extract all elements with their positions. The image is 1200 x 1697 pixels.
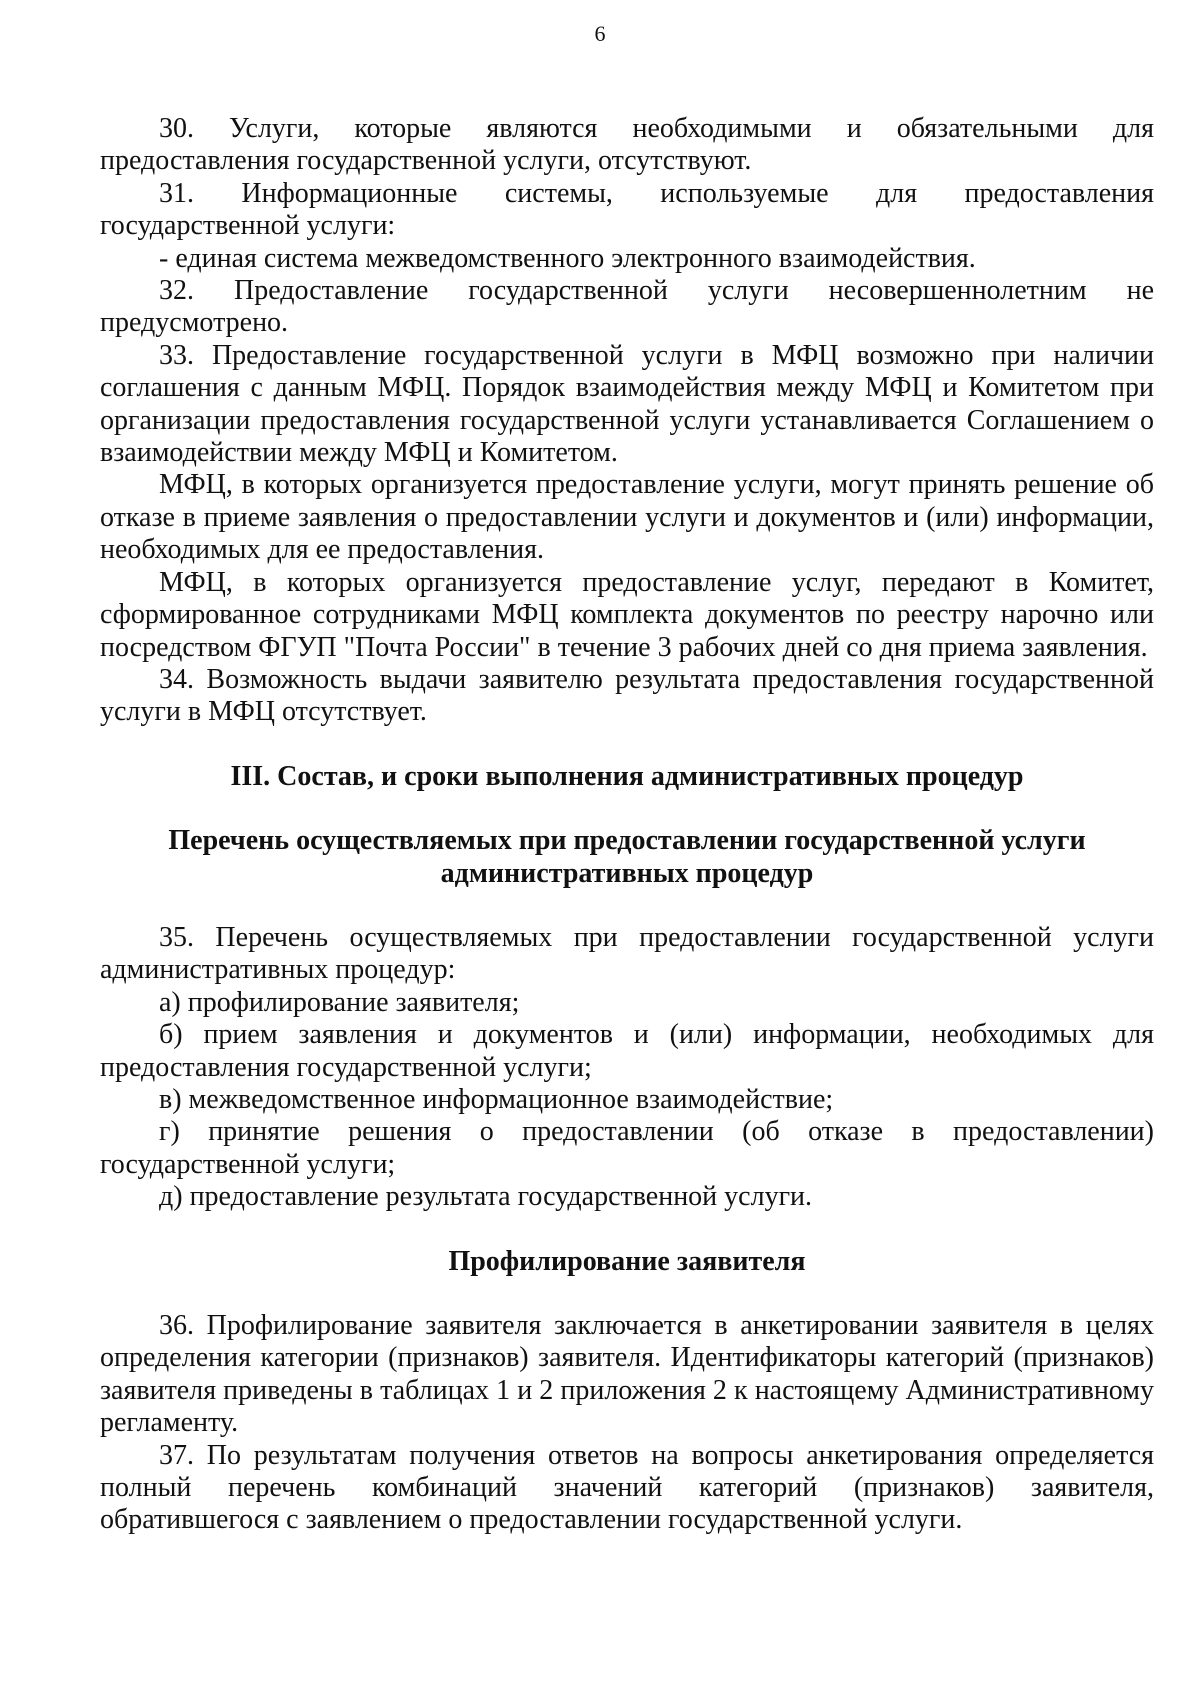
paragraph-31: 31. Информационные системы, используемые для предоставления государственной услуги: [100, 177, 1154, 242]
list-item-d: д) предоставление результата государственной услуги. [159, 1181, 813, 1213]
paragraph-mfc-refusal: МФЦ, в которых организуется предоставление услуги, могут принять решение об отказе в приеме заявления о предоставлении услуги и документов и (или) информации, необходимых для ее предоставления. [100, 469, 1154, 566]
page-number: 6 [594, 21, 606, 46]
document-body [100, 113, 1154, 1537]
paragraph-33: 33. Предоставление государственной услуги в МФЦ возможно при наличии соглашения с данным МФЦ. Порядок взаимодействия между МФЦ и Комитетом при организации предоставления государственной услуги устанавливается Соглашением о взаимодействии между МФЦ и Комитетом. [100, 339, 1154, 469]
paragraph-mfc-transfer: МФЦ, в которых организуется предоставление услуг, передают в Комитет, сформированное сотрудниками МФЦ комплекта документов по реестру нарочно или посредством ФГУП "Почта России" в течение 3 рабочих дней со дня приема заявления. [100, 566, 1154, 663]
list-item-b: б) прием заявления и документов и (или) информации, необходимых для предоставления государственной услуги; [100, 1019, 1154, 1083]
paragraph-32: 32. Предоставление государственной услуги несовершеннолетним не предусмотрено. [100, 275, 1154, 339]
paragraph-37: 37. По результатам получения ответов на вопросы анкетирования определяется полный перечень комбинаций значений категорий (признаков) заявителя, обратившегося с заявлением о предоставлении государственной услуги. [100, 1439, 1154, 1536]
section-heading: III. Состав, и сроки выполнения административных процедур [230, 760, 1024, 792]
list-item-g: г) принятие решения о предоставлении (об отказе в предоставлении) государственной услуги; [100, 1116, 1154, 1180]
paragraph-31-item: - единая система межведомственного электронного взаимодействия. [159, 242, 976, 274]
paragraph-34: 34. Возможность выдачи заявителю результата предоставления государственной услуги в МФЦ отсутствует. [100, 663, 1154, 728]
list-item-a: а) профилирование заявителя; [159, 986, 520, 1018]
list-item-v: в) межведомственное информационное взаимодействие; [159, 1083, 834, 1115]
paragraph-36: 36. Профилирование заявителя заключается в анкетировании заявителя в целях определения категории (признаков) заявителя. Идентификаторы категорий (признаков) заявителя приведены в таблицах 1 и 2 приложения 2 к настоящему Административному регламенту. [100, 1310, 1154, 1439]
paragraph-35: 35. Перечень осуществляемых при предоставлении государственной услуги административных процедур: [100, 921, 1154, 986]
paragraph-30: 30. Услуги, которые являются необходимыми и обязательными для предоставления государственной услуги, отсутствуют. [100, 113, 1154, 177]
subsection-heading-profiling: Профилирование заявителя [448, 1245, 806, 1277]
subsection-heading-procedures: Перечень осуществляемых при предоставлении государственной услуги административных процедур [168, 825, 1086, 889]
